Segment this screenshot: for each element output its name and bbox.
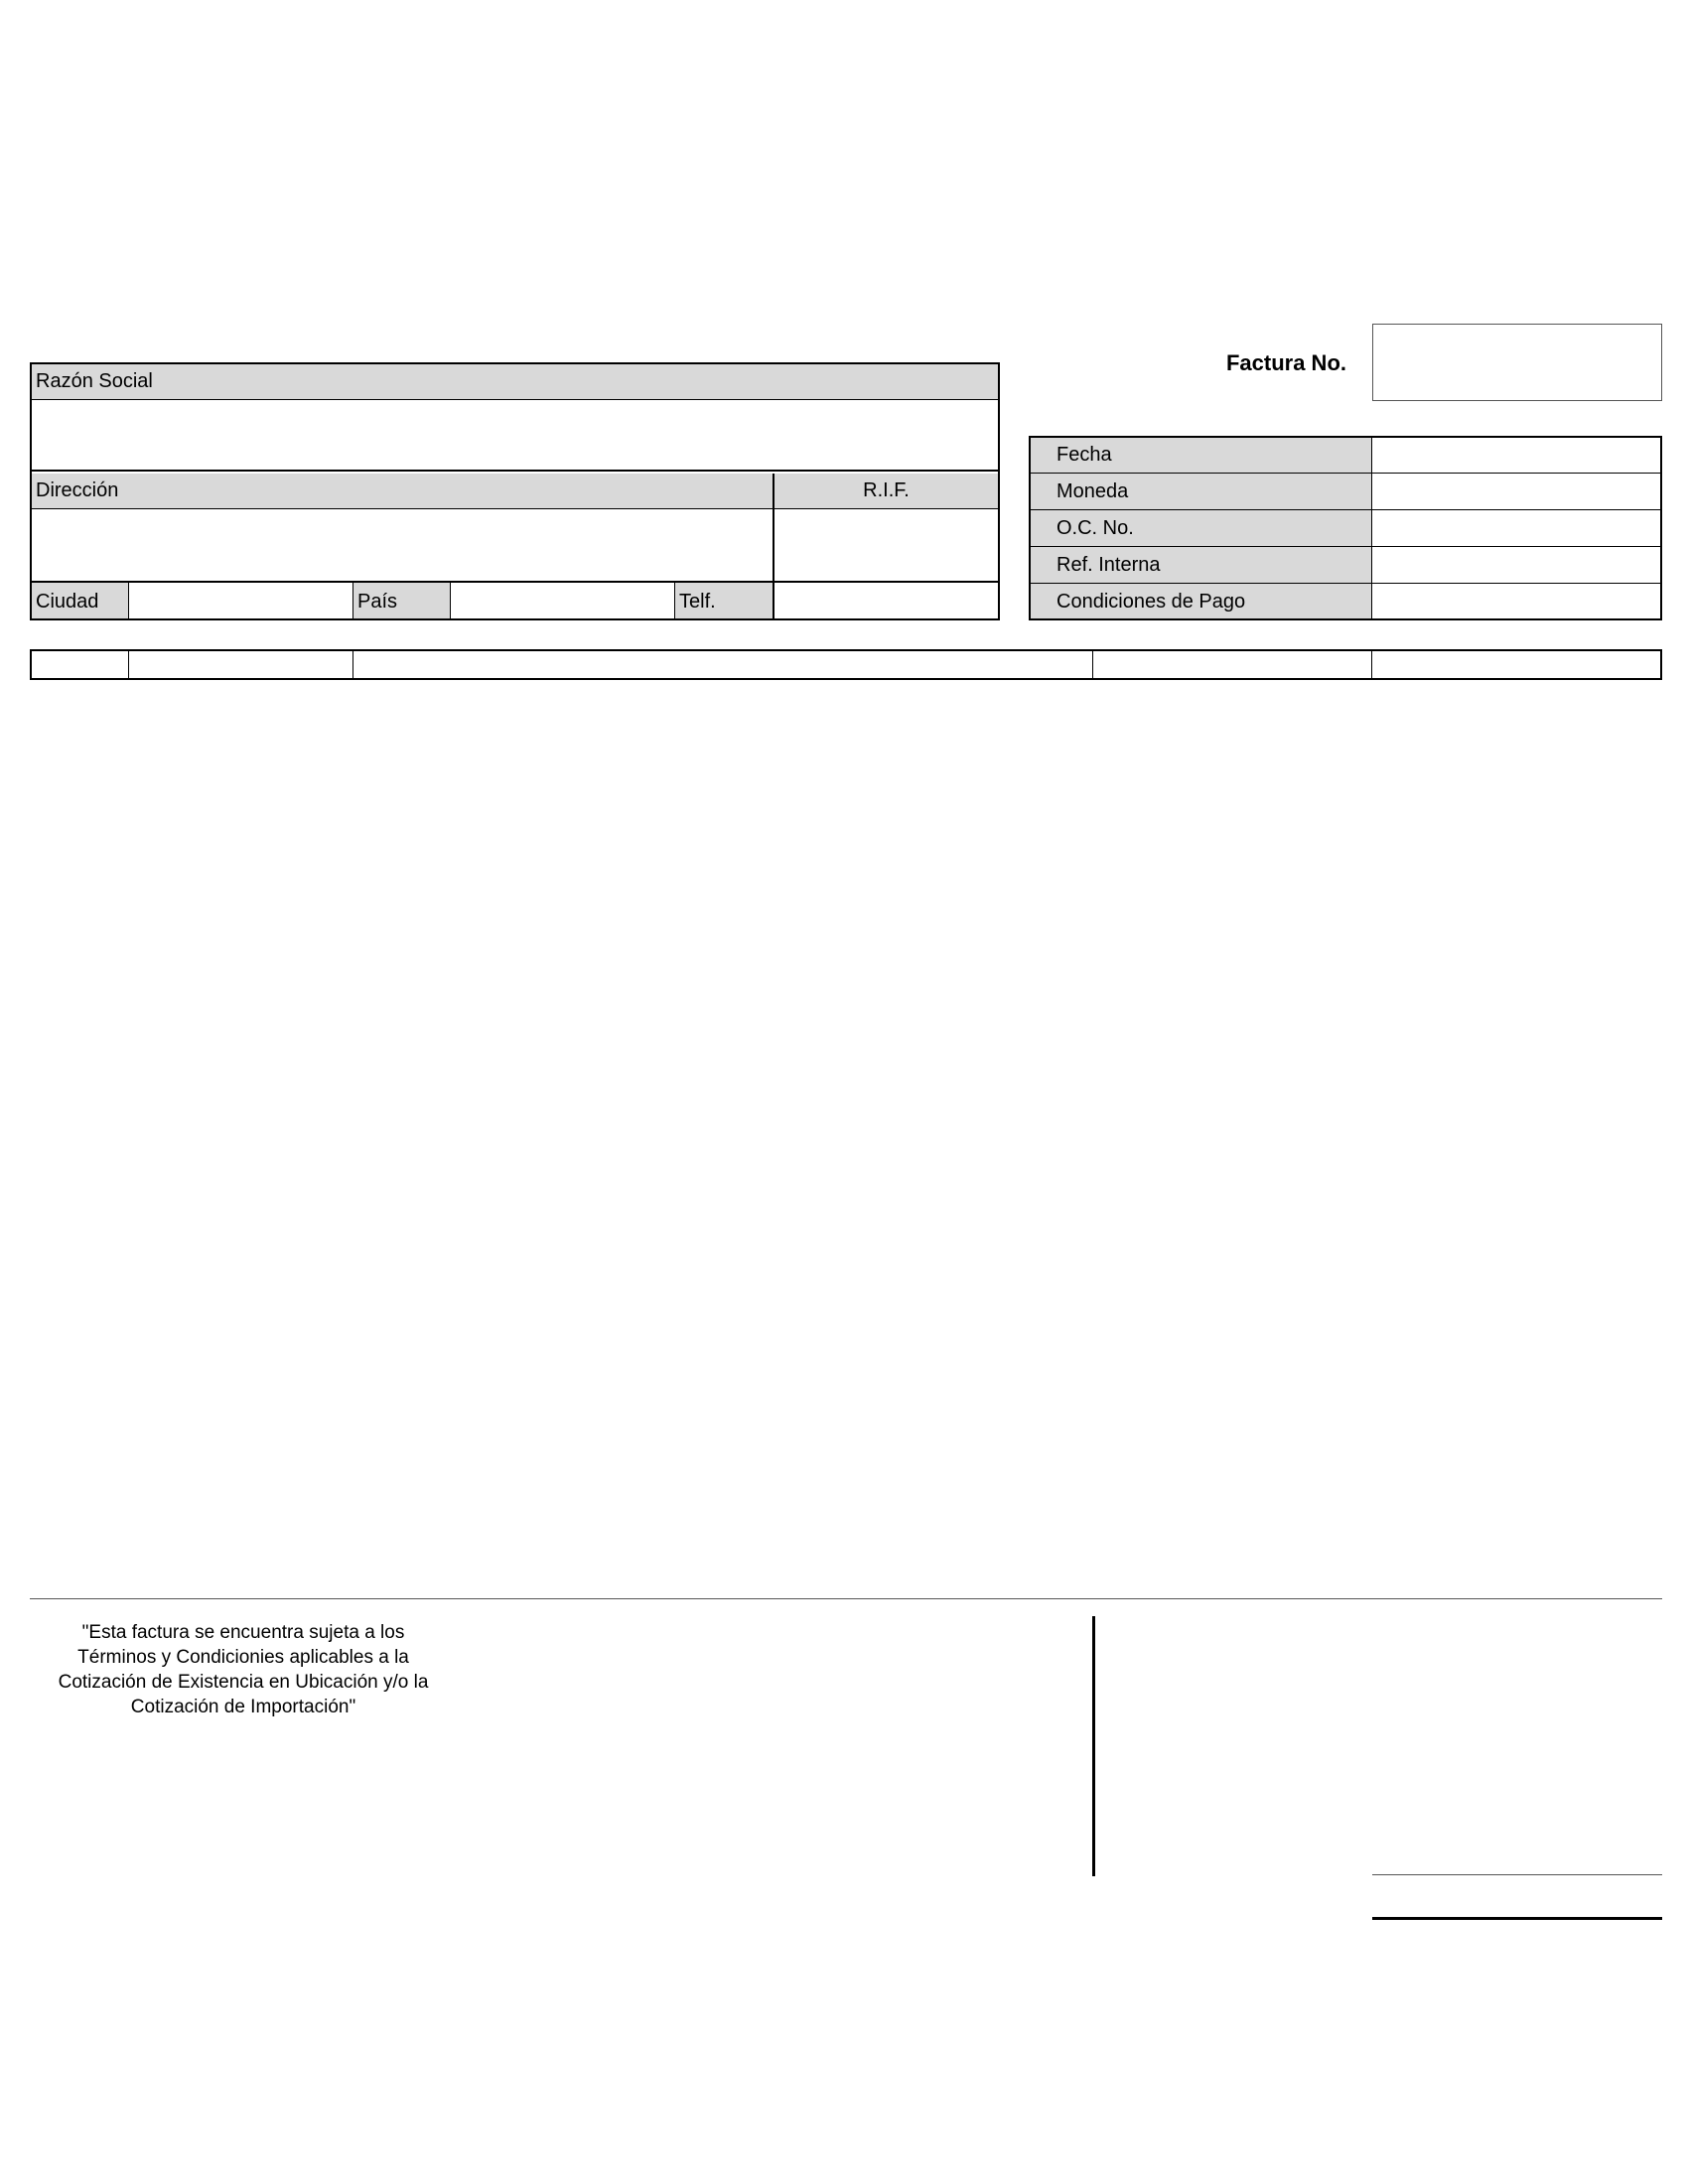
direccion-label: Dirección — [36, 479, 119, 501]
ref-interna-field[interactable] — [1372, 547, 1660, 583]
terms-note-line: Términos y Condicionies aplicables a la — [77, 1647, 409, 1668]
ciudad-label: Ciudad — [36, 591, 99, 613]
terms-note-line: Cotización de Importación" — [130, 1697, 356, 1717]
oc-number-field[interactable] — [1372, 510, 1660, 546]
footer-divider — [1092, 1616, 1095, 1876]
terms-note-line: "Esta factura se encuentra sujeta a los — [81, 1622, 405, 1643]
fecha-label: Fecha — [1056, 444, 1112, 466]
moneda-label: Moneda — [1056, 480, 1129, 502]
razon-social-header — [32, 364, 998, 400]
terms-note-line: Cotización de Existencia en Ubicación y/o la — [58, 1672, 429, 1693]
items-col-2 — [129, 651, 352, 678]
pais-field[interactable] — [451, 583, 674, 618]
items-col-3 — [353, 651, 1092, 678]
items-col-4 — [1093, 651, 1371, 678]
total-line — [1372, 1917, 1662, 1920]
direccion-field[interactable] — [32, 510, 773, 581]
items-col-5 — [1372, 651, 1660, 678]
subtotal-line — [1372, 1874, 1662, 1875]
ciudad-field[interactable] — [129, 583, 352, 618]
rif-field[interactable] — [774, 510, 998, 581]
razon-social-field[interactable] — [32, 401, 998, 472]
oc-number-label: O.C. No. — [1056, 517, 1134, 539]
terms-note — [40, 1620, 447, 1719]
rif-label: R.I.F. — [863, 479, 910, 501]
razon-social-label: Razón Social — [36, 370, 153, 392]
invoice-number-field[interactable] — [1372, 324, 1662, 401]
ref-interna-label: Ref. Interna — [1056, 554, 1161, 576]
condiciones-pago-field[interactable] — [1372, 584, 1660, 618]
telf-label: Telf. — [679, 591, 716, 613]
telf-field[interactable] — [774, 583, 998, 618]
moneda-field[interactable] — [1372, 474, 1660, 509]
footer-rule — [30, 1598, 1662, 1599]
items-col-1 — [32, 651, 128, 678]
fecha-field[interactable] — [1372, 438, 1660, 473]
invoice-number-label: Factura No. — [1225, 350, 1346, 375]
condiciones-pago-label: Condiciones de Pago — [1056, 591, 1246, 613]
pais-label: País — [357, 591, 398, 613]
